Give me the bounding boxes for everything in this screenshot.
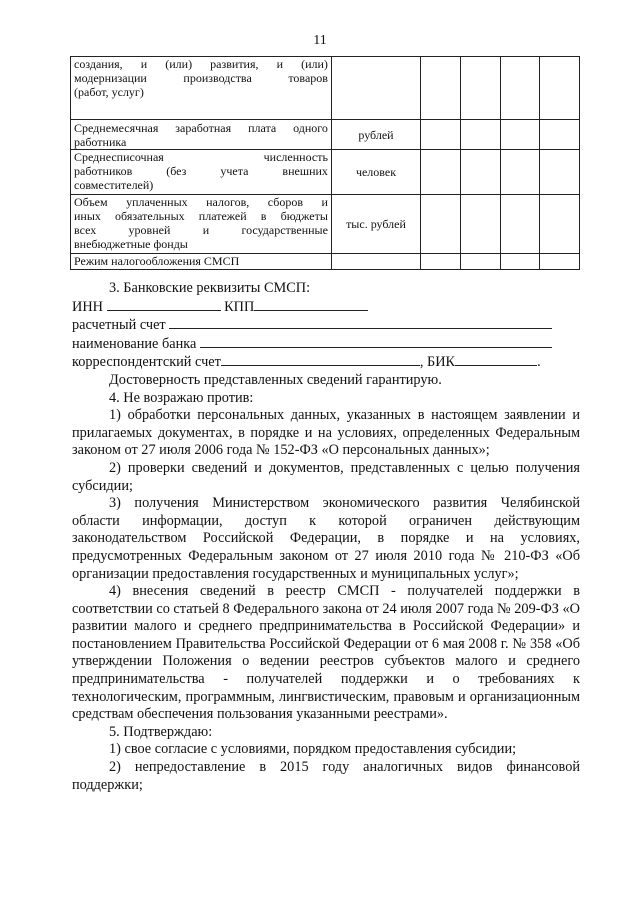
inn-kpp-line [72, 298, 580, 317]
bik-label: , БИК [419, 354, 456, 371]
value-cell[interactable] [421, 150, 461, 195]
no-objection-item-1: 1) обработки персональных данных, указанных в настоящем заявлении и прилагаемых документах, в порядке и на условиях, определенных Федеральным законом от 27 июля 2006 года № 152-ФЗ «О персональных данных»; [72, 407, 580, 459]
account-field[interactable] [169, 316, 552, 329]
bank-details [72, 280, 580, 794]
kpp-field[interactable] [254, 298, 368, 311]
inn-field[interactable] [107, 298, 221, 311]
bik-field[interactable] [455, 353, 537, 366]
no-objection-item-3: 3) получения Министерством экономического развития Челябинской области информации, доступ к которой ограничен действующим законодательством Российской Федерации, в порядке и на условиях, предусмотренных Федеральным законом от 27 июля 2010 года № 210-ФЗ «Об организации предоставления государственных и муниципальных услуг»; [72, 495, 580, 582]
page-number: 11 [313, 33, 327, 48]
kpp-label: КПП [224, 298, 255, 315]
value-cell[interactable] [540, 150, 580, 195]
indicator-label: Объем уплаченных налогов, сборов и иных обязательных платежей в бюджеты всех уровней и государственные внебюджетные фонды [71, 195, 332, 254]
indicator-label: Среднесписочная численность работников (без учета внешних совместителей) [71, 150, 332, 195]
corr-end: . [537, 354, 541, 371]
unit-cell[interactable] [331, 57, 420, 120]
value-cell[interactable] [421, 57, 461, 120]
unit-cell: человек [331, 150, 420, 195]
indicator-label: Среднемесячная заработная плата одного работника [71, 120, 332, 150]
value-cell[interactable] [500, 195, 540, 254]
corr-label: корреспондентский счет [72, 354, 221, 371]
bank-name-label: наименование банка [72, 335, 197, 352]
value-cell[interactable] [421, 120, 461, 150]
table-row [71, 150, 580, 195]
confirm-item-1: 1) свое согласие с условиями, порядком предоставления субсидии; [109, 741, 517, 758]
corr-bik-line [72, 353, 580, 372]
value-cell[interactable] [540, 195, 580, 254]
indicator-label: создания, и (или) развития, и (или) модернизации производства товаров (работ, услуг) [71, 57, 332, 120]
confirm-item-2: 2) непредоставление в 2015 году аналогичных видов финансовой поддержки; [72, 759, 580, 793]
unit-cell: тыс. рублей [331, 195, 420, 254]
value-cell[interactable] [460, 195, 500, 254]
unit-cell: рублей [331, 120, 420, 150]
indicator-label: Режим налогообложения СМСП [71, 254, 332, 270]
table-row [71, 120, 580, 150]
value-cell[interactable] [460, 254, 500, 270]
value-cell[interactable] [460, 120, 500, 150]
value-cell[interactable] [421, 195, 461, 254]
value-cell[interactable] [500, 57, 540, 120]
value-cell[interactable] [540, 57, 580, 120]
table-row [71, 57, 580, 120]
bank-heading: 3. Банковские реквизиты СМСП: [109, 280, 311, 296]
no-objection-item-4: 4) внесения сведений в реестр СМСП - получателей поддержки в соответствии со статьей 8 Федерального закона от 24 июля 2007 года № 209-ФЗ «О развитии малого и среднего предпринимательства в Российской Федерации» и постановлением Правительства Российской Федерации от 6 мая 2008 г. № 358 «Об утверждении Положения о ведении реестров субъектов малого и среднего предпринимательства - получателей поддержки и о требованиях к технологическим, программным, лингвистическим, правовым и организационным средствам обеспечения пользования указанными реестрами». [72, 583, 580, 723]
value-cell[interactable] [460, 57, 500, 120]
no-objection-item-2: 2) проверки сведений и документов, представленных с целью получения субсидии; [72, 459, 580, 494]
guarantee-text: Достоверность представленных сведений гарантирую. [109, 371, 442, 388]
bank-name-field[interactable] [200, 335, 552, 348]
unit-cell[interactable] [331, 254, 420, 270]
confirm-heading: 5. Подтверждаю: [109, 723, 213, 740]
inn-label: ИНН [72, 298, 103, 315]
value-cell[interactable] [500, 150, 540, 195]
table-row [71, 195, 580, 254]
value-cell[interactable] [421, 254, 461, 270]
account-label: расчетный счет [72, 317, 166, 334]
corr-account-field[interactable] [221, 353, 420, 366]
bank-name-line [72, 335, 580, 354]
value-cell[interactable] [540, 120, 580, 150]
value-cell[interactable] [460, 150, 500, 195]
value-cell[interactable] [500, 254, 540, 270]
value-cell[interactable] [540, 254, 580, 270]
value-cell[interactable] [500, 120, 540, 150]
account-line [72, 316, 580, 335]
indicators-table [70, 56, 580, 270]
table-row [71, 254, 580, 270]
no-objection-heading: 4. Не возражаю против: [109, 389, 254, 406]
